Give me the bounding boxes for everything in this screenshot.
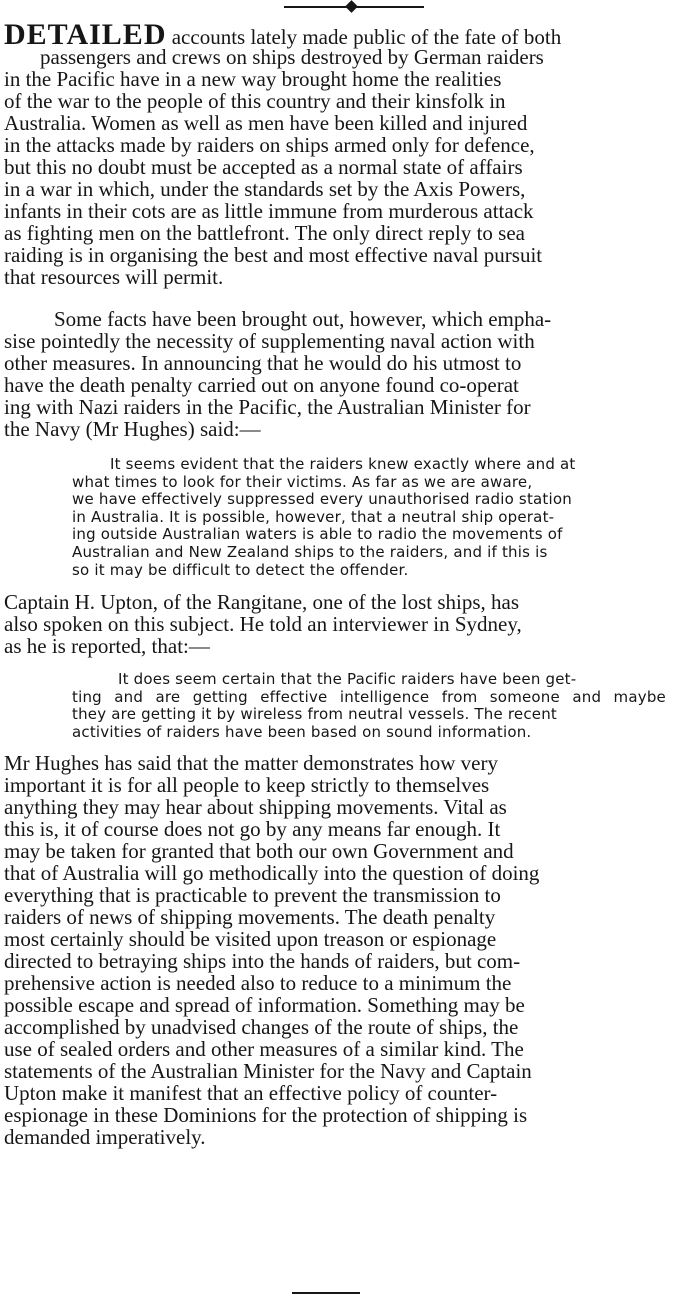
text-line: prehensive action is needed also to reduce to a minimum the xyxy=(4,970,512,995)
text-line: everything that is practicable to prevent the transmission to xyxy=(4,882,501,907)
text-line: statements of the Australian Minister for the Navy and Captain xyxy=(4,1058,532,1083)
text-line: the Navy (Mr Hughes) said:— xyxy=(4,417,261,441)
paragraph xyxy=(4,308,694,440)
text-line: demanded imperatively. xyxy=(4,1124,206,1149)
paragraph xyxy=(4,752,694,1148)
text-line: in a war in which, under the standards set by the Axis Powers, xyxy=(4,177,526,201)
text-line: may be taken for granted that both our own Government and xyxy=(4,838,514,863)
text-line: have the death penalty carried out on anyone found co-operat xyxy=(4,373,519,397)
text-line: we have effectively suppressed every unauthorised radio station xyxy=(72,490,572,509)
block-quote xyxy=(4,456,694,579)
text-line: this is, it of course does not go by any means far enough. It xyxy=(4,816,501,841)
text-line: DETAILED accounts lately made public of the fate of both xyxy=(4,18,562,51)
text-line: what times to look for their victims. As far as we are aware, xyxy=(72,472,533,491)
text-line: raiding is in organising the best and most effective naval pursuit xyxy=(4,243,543,267)
text-line: that of Australia will go methodically into the question of doing xyxy=(4,860,540,885)
text-line: in the attacks made by raiders on ships armed only for defence, xyxy=(4,133,535,157)
text-line: espionage in these Dominions for the protection of shipping is xyxy=(4,1102,528,1127)
text-line: ing with Nazi raiders in the Pacific, the Australian Minister for xyxy=(4,395,531,419)
text-line: use of sealed orders and other measures of a similar kind. The xyxy=(4,1036,524,1061)
text-line: of the war to the people of this country and their kinsfolk in xyxy=(4,89,506,113)
text-line: Mr Hughes has said that the matter demonstrates how very xyxy=(4,750,498,775)
paragraph xyxy=(4,18,694,289)
ornamental-top-rule xyxy=(284,4,424,8)
text-line: important it is for all people to keep strictly to themselves xyxy=(4,772,490,797)
diamond-ornament-icon xyxy=(345,0,358,13)
text-line: raiders of news of shipping movements. The death penalty xyxy=(4,904,496,929)
text-line: most certainly should be visited upon treason or espionage xyxy=(4,926,497,951)
block-quote xyxy=(4,671,694,741)
text-line: Captain H. Upton, of the Rangitane, one of the lost ships, has xyxy=(4,590,520,615)
text-line: as he is reported, that:— xyxy=(4,634,210,659)
editorial-article xyxy=(4,18,694,1149)
text-line: possible escape and spread of information. Something may be xyxy=(4,992,525,1017)
text-line: but this no doubt must be accepted as a normal state of affairs xyxy=(4,155,523,179)
text-line: as fighting men on the battlefront. The only direct reply to sea xyxy=(4,221,525,245)
text-line: Upton make it manifest that an effective policy of counter- xyxy=(4,1080,498,1105)
text-line: also spoken on this subject. He told an interviewer in Sydney, xyxy=(4,612,522,637)
lead-word: DETAILED xyxy=(4,18,167,51)
text-line: Australian and New Zealand ships to the raiders, and if this is xyxy=(72,542,548,561)
text-line: accomplished by unadvised changes of the route of ships, the xyxy=(4,1014,519,1039)
text-line: anything they may hear about shipping movements. Vital as xyxy=(4,794,507,819)
text-line: Some facts have been brought out, however, which empha- xyxy=(54,307,552,331)
text-line: sise pointedly the necessity of supplementing naval action with xyxy=(4,329,535,353)
text-line: Australia. Women as well as men have been killed and injured xyxy=(4,111,528,135)
text-line: ting and are getting effective intelligence from someone and maybe xyxy=(72,687,666,706)
text-line: ing outside Australian waters is able to radio the movements of xyxy=(72,525,563,544)
text-line: in the Pacific have in a new way brought home the realities xyxy=(4,67,502,91)
text-line: in Australia. It is possible, however, that a neutral ship operat- xyxy=(72,507,555,526)
text-line: It seems evident that the raiders knew exactly where and at xyxy=(110,455,576,473)
text-line: It does seem certain that the Pacific raiders have been get- xyxy=(118,670,577,689)
text-line: activities of raiders have been based on sound information. xyxy=(72,722,532,741)
text-line: infants in their cots are as little immune from murderous attack xyxy=(4,199,534,223)
text-line: that resources will permit. xyxy=(4,265,224,289)
text-line: they are getting it by wireless from neutral vessels. The recent xyxy=(72,705,558,724)
text-line: directed to betraying ships into the hands of raiders, but com- xyxy=(4,948,521,973)
bottom-rule xyxy=(292,1292,360,1294)
text-line: other measures. In announcing that he would do his utmost to xyxy=(4,351,522,375)
text-line: passengers and crews on ships destroyed by German raiders xyxy=(40,45,544,69)
paragraph xyxy=(4,591,694,657)
text-line: so it may be difficult to detect the offender. xyxy=(72,560,409,579)
